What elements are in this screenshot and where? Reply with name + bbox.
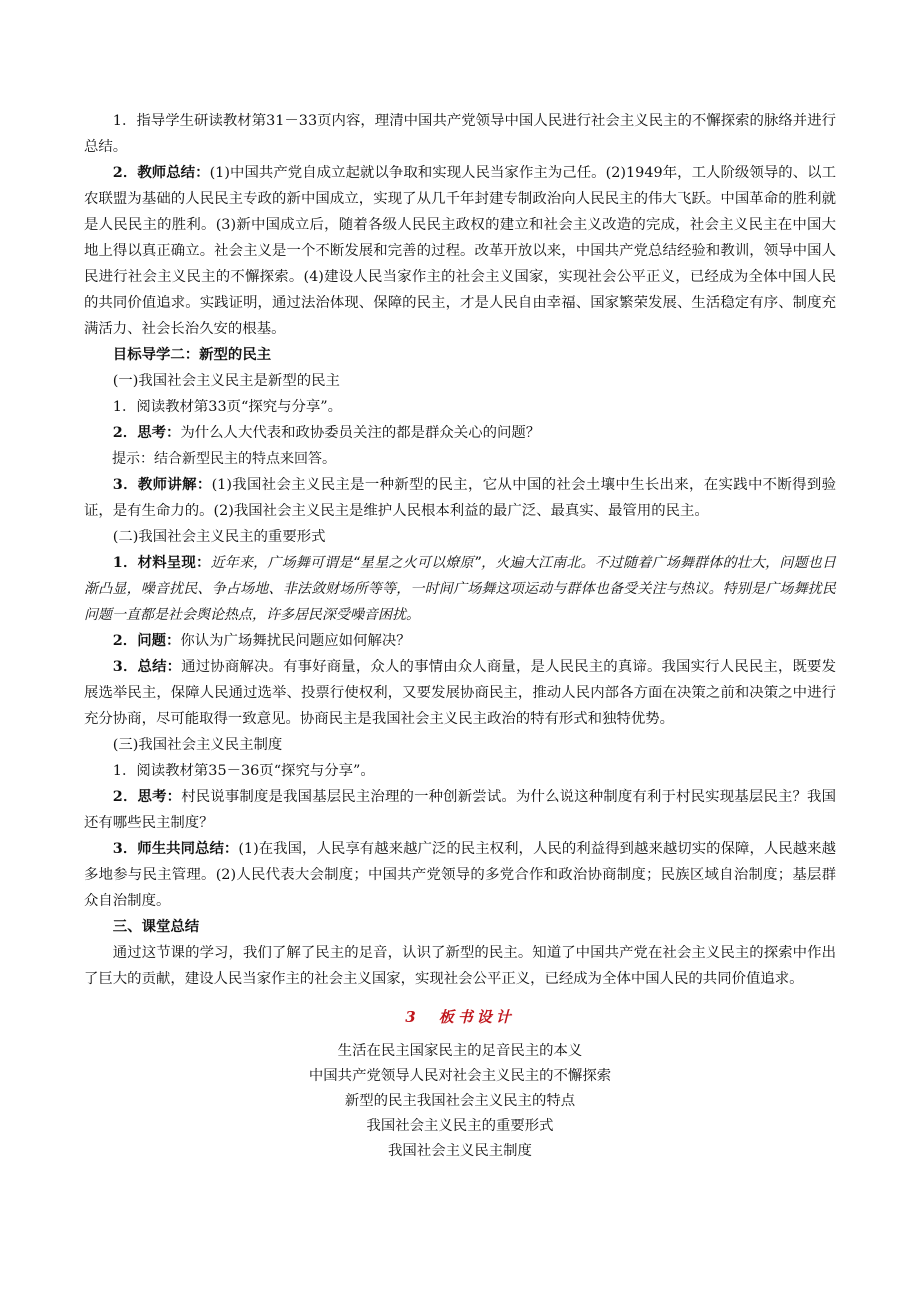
material-text: 近年来，广场舞可谓是“星星之火可以燎原”，火遍大江南北。不过随着广场舞群体的壮大，问题也日渐凸显，噪音扰民、争占场地、非法敛财场所等等，一时间广场舞这项运动与群体也备受关注与热议。特别是广场舞扰民问题一直都是社会舆论热点，许多居民深受噪音困扰。 [84,555,836,623]
section-3-think-label: 2．思考： [112,788,182,805]
material-label: 1．材料呈现： [112,554,211,571]
board-design-heading: 3 板书设计 [405,1008,515,1026]
class-summary-heading: 三、课堂总结 [112,918,200,935]
section-1-title: (一)我国社会主义民主是新型的民主 [112,373,340,389]
teacher-summary-text: (1)中国共产党自成立起就以争取和实现人民当家作主为己任。(2)1949年，工人阶级领导的、以工农联盟为基础的人民民主专政的新中国成立，实现了从几千年封建专制政治向人民民主的伟大飞跃。中国革命的胜利就是人民民主的胜利。(3)新中国成立后，随着各级人民民主政权的建立和社会主义改造的完成，社会主义民主在中国大地上得以真正确立。社会主义是一个不断发展和完善的过程。改革开放以来，中国共产党总结经验和教训，领导中国人民进行社会主义民主的不懈探索。(4)建设人民当家作主的社会主义国家，实现社会公平正义，已经成为全体中国人民的共同价值追求。实践证明，通过法治体现、保障的民主，才是人民自由幸福、国家繁荣发展、生活稳定有序、制度充满活力、社会长治久安的根基。 [84,165,837,337]
board-design [84,1039,836,1164]
section-2-summary-text: 通过协商解决。有事好商量，众人的事情由众人商量，是人民民主的真谛。我国实行人民民主，既要发展选举民主，保障人民通过选举、投票行使权利，又要发展协商民主，推动人民内部各方面在决策之前和决策之中进行充分协商，尽可能取得一致意见。协商民主是我国社会主义民主政治的特有形式和独特优势。 [84,659,836,727]
section-2-material [84,550,836,628]
section-3-read: 1．阅读教材第35－36页“探究与分享”。 [112,763,375,779]
section-2-question [84,628,836,654]
class-summary-text: 通过这节课的学习，我们了解了民主的足音，认识了新型的民主。知道了中国共产党在社会主义民主的探索中作出了巨大的贡献，建设人民当家作主的社会主义国家，实现社会公平正义，已经成为全体中国人民的共同价值追求。 [84,945,836,987]
joint-summary-label: 3．师生共同总结： [112,840,239,857]
think-text: 为什么人大代表和政协委员关注的都是群众关心的问题？ [180,425,541,441]
section-2-title: (二)我国社会主义民主的重要形式 [112,529,326,545]
section-3-think-text: 村民说事制度是我国基层民主治理的一种创新尝试。为什么说这种制度有利于村民实现基层民主？我国还有哪些民主制度？ [84,789,836,831]
explain-label: 3．教师讲解： [112,476,212,493]
paragraph-guide-study: 1．指导学生研读教材第31－33页内容，理清中国共产党领导中国人民进行社会主义民主的不懈探索的脉络并进行总结。 [84,113,836,155]
board-line: 我国社会主义民主的重要形式 [366,1118,554,1134]
section-1-hint: 提示：结合新型民主的特点来回答。 [112,451,336,467]
paragraph-teacher-summary [84,160,836,342]
section-2-summary [84,654,836,732]
section-1-think [84,420,836,446]
board-line: 我国社会主义民主制度 [388,1143,532,1159]
joint-summary-text: (1)在我国，人民享有越来越广泛的民主权利，人民的利益得到越来越切实的保障，人民越来越多地参与民主管理。(2)人民代表大会制度；中国共产党领导的多党合作和政治协商制度；民族区域自治制度；基层群众自治制度。 [84,841,836,909]
section-1-explain [84,472,836,524]
board-line: 新型的民主我国社会主义民主的特点 [344,1093,576,1109]
question-label: 2．问题： [112,632,181,649]
section-3-joint-summary [84,836,836,914]
teacher-summary-label: 2．教师总结： [112,164,210,181]
board-line: 中国共产党领导人民对社会主义民主的不懈探索 [308,1068,612,1084]
explain-text: (1)我国社会主义民主是一种新型的民主，它从中国的社会土壤中生长出来，在实践中不断得到验证，是有生命力的。(2)我国社会主义民主是维护人民根本利益的最广泛、最真实、最管用的民主。 [84,477,837,519]
question-text: 你认为广场舞扰民问题应如何解决？ [180,633,411,649]
section-1-read: 1．阅读教材第33页“探究与分享”。 [112,399,343,415]
goal-heading-new-democracy: 目标导学二：新型的民主 [112,346,272,363]
section-3-think [84,784,836,836]
section-2-summary-label: 3．总结： [112,658,182,675]
section-3-title: (三)我国社会主义民主制度 [112,737,283,753]
think-label: 2．思考： [112,424,181,441]
board-line: 生活在民主国家民主的足音民主的本义 [337,1043,583,1059]
